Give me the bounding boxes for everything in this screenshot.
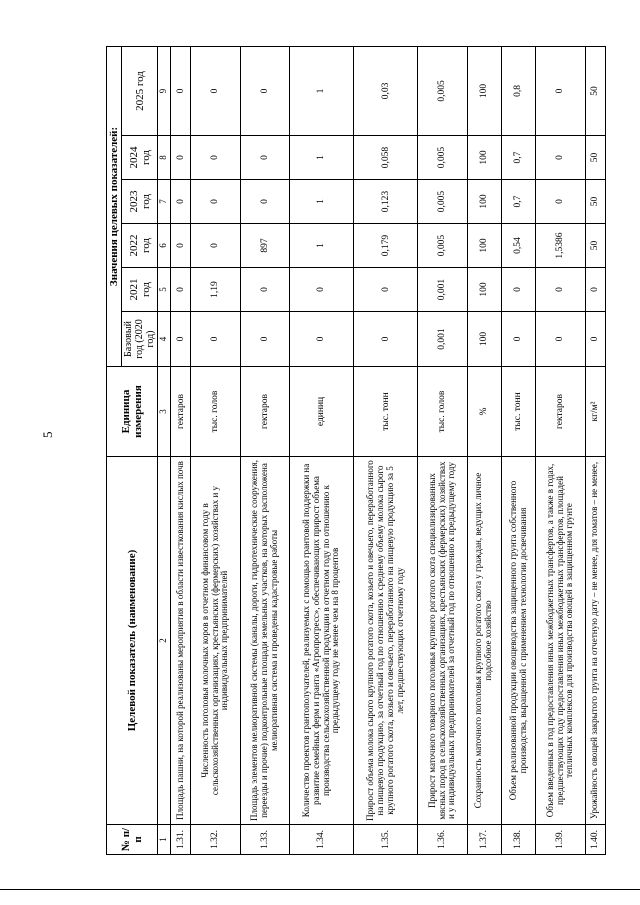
- row-number: 1.33.: [240, 825, 289, 855]
- column-number: 9: [158, 46, 171, 135]
- row-number: 1.35.: [354, 825, 418, 855]
- value-2025: 0,005: [418, 46, 467, 135]
- value-2021: 0: [354, 268, 418, 312]
- page-number: 5: [40, 431, 55, 438]
- value-2023: 0: [536, 180, 585, 224]
- value-2023: 100: [467, 180, 501, 224]
- value-2021: 0,001: [418, 268, 467, 312]
- table-row: [354, 46, 418, 854]
- value-2021: 0: [289, 268, 353, 312]
- value-2022: 100: [467, 224, 501, 268]
- value-2022: 0,179: [354, 224, 418, 268]
- unit-cell: тыс. голов: [418, 367, 467, 457]
- value-2024: 0,7: [501, 136, 535, 180]
- base-value: 100: [467, 312, 501, 367]
- value-2024: 100: [467, 136, 501, 180]
- value-2024: 0,005: [418, 136, 467, 180]
- value-2023: 0,7: [501, 180, 535, 224]
- header-year-2021: 2021 год: [122, 268, 158, 312]
- value-2023: 0: [191, 180, 240, 224]
- unit-cell: гектаров: [536, 367, 585, 457]
- row-number: 1.32.: [191, 825, 240, 855]
- value-2021: 0: [536, 268, 585, 312]
- table-row: [418, 46, 467, 854]
- value-2021: 1,19: [191, 268, 240, 312]
- rotated-table-wrapper: [106, 47, 606, 855]
- value-2024: 1: [289, 136, 353, 180]
- column-number-row: [158, 46, 171, 854]
- value-2022: 0: [171, 224, 191, 268]
- value-2022: 1,5386: [536, 224, 585, 268]
- value-2024: 0: [171, 136, 191, 180]
- value-2023: 1: [289, 180, 353, 224]
- value-2025: 1: [289, 46, 353, 135]
- indicator-name: Прирост объема молока сырого крупного рогатого скота, козьего и овечьего, переработанного на пищевую продукцию, за отчетный год по отношению к среднему объему молока сырого крупного рогатого скота, козьего и овечьего, переработанного на пищевую продукцию за 5 лет, предшествующих отчетному году: [354, 457, 418, 825]
- header-year-2023: 2023 год: [122, 180, 158, 224]
- unit-cell: тыс. тонн: [354, 367, 418, 457]
- row-number: 1.39.: [536, 825, 585, 855]
- column-number: 7: [158, 180, 171, 224]
- value-2025: 0: [240, 46, 289, 135]
- value-2022: 897: [240, 224, 289, 268]
- value-2021: 0: [501, 268, 535, 312]
- row-number: 1.34.: [289, 825, 353, 855]
- table-row: [171, 46, 191, 854]
- unit-cell: %: [467, 367, 501, 457]
- table-row: [501, 46, 535, 854]
- value-2023: 0,123: [354, 180, 418, 224]
- base-value: 0: [354, 312, 418, 367]
- value-2025: 0: [171, 46, 191, 135]
- indicator-name: Площадь пашни, на которой реализованы мероприятия в области известкования кислых почв: [171, 457, 191, 825]
- base-value: 0: [289, 312, 353, 367]
- indicator-name: Количество проектов грантополучателей, реализуемых с помощью грантовой поддержки на развитие семейных ферм и гранта «Агропрогресс», обеспечивающих прирост объема производства сельскохозяйственной продукции в отчетном году по отношению к предыдущему году не менее чем на 8 процентов: [289, 457, 353, 825]
- base-value: 0: [501, 312, 535, 367]
- base-value: 0: [240, 312, 289, 367]
- table-row: [191, 46, 240, 854]
- indicator-name: Численность поголовья молочных коров в отчетном финансовом году в сельскохозяйственных организациях, крестьянских (фермерских) хозяйствах и у индивидуальных предпринимателей: [191, 457, 240, 825]
- column-number: 5: [158, 268, 171, 312]
- table-row: [467, 46, 501, 854]
- table-row: [240, 46, 289, 854]
- row-number: 1.38.: [501, 825, 535, 855]
- row-number: 1.31.: [171, 825, 191, 855]
- value-2021: 100: [467, 268, 501, 312]
- indicator-name: Урожайность овощей закрытого грунта на отчетную дату – не менее, для томатов – не менее,: [585, 457, 605, 825]
- unit-cell: кг/м²: [585, 367, 605, 457]
- value-2023: 50: [585, 180, 605, 224]
- base-value: 0: [191, 312, 240, 367]
- value-2023: 0: [240, 180, 289, 224]
- value-2024: 50: [585, 136, 605, 180]
- value-2025: 50: [585, 46, 605, 135]
- header-year-2025: 2025 год: [122, 46, 158, 135]
- table-row: [289, 46, 353, 854]
- value-2025: 0: [536, 46, 585, 135]
- value-2025: 0,8: [501, 46, 535, 135]
- column-number: 1: [158, 825, 171, 855]
- base-value: 0: [585, 312, 605, 367]
- row-number: 1.37.: [467, 825, 501, 855]
- header-values-group: Значения целевых показателей:: [107, 46, 122, 366]
- column-number: 4: [158, 312, 171, 367]
- base-value: 0: [171, 312, 191, 367]
- value-2022: 0,005: [418, 224, 467, 268]
- indicator-name: Прирост маточного товарного поголовья крупного рогатого скота специализированных мясных пород в сельскохозяйственных организациях, крестьянских (фермерских) хозяйствах и у индивидуальных предпринимателей за отчетный год по отношению к предыдущему году: [418, 457, 467, 825]
- value-2025: 100: [467, 46, 501, 135]
- value-2025: 0,03: [354, 46, 418, 135]
- indicator-name: Площадь элементов мелиоративной системы (каналы, дороги, гидротехнические сооружения, переезды и прочие) подконтрольные площади земельных участков, на которых расположена мелиоративная система и проведены кадастровые работы: [240, 457, 289, 825]
- value-2021: 0: [171, 268, 191, 312]
- target-indicators-table: [106, 46, 606, 855]
- indicator-name: Объем реализованной продукции овощеводства защищенного грунта собственного производства, выращенной с применением технологии досвечивания: [501, 457, 535, 825]
- page-bottom-rule: [0, 889, 640, 890]
- table-row: [536, 46, 585, 854]
- indicator-name: Сохранность маточного поголовья крупного рогатого скота у граждан, ведущих личное подсобное хозяйство: [467, 457, 501, 825]
- header-base-year: Базовый год (2020 год): [122, 312, 158, 367]
- unit-cell: гектаров: [240, 367, 289, 457]
- row-number: 1.40.: [585, 825, 605, 855]
- value-2022: 50: [585, 224, 605, 268]
- header-year-2022: 2022 год: [122, 224, 158, 268]
- value-2024: 0: [191, 136, 240, 180]
- value-2024: 0,058: [354, 136, 418, 180]
- unit-cell: тыс. голов: [191, 367, 240, 457]
- base-value: 0: [536, 312, 585, 367]
- value-2022: 1: [289, 224, 353, 268]
- value-2022: 0,54: [501, 224, 535, 268]
- value-2021: 0: [240, 268, 289, 312]
- value-2023: 0,005: [418, 180, 467, 224]
- table-row: [585, 46, 605, 854]
- value-2025: 0: [191, 46, 240, 135]
- value-2022: 0: [191, 224, 240, 268]
- header-unit: Единица измерения: [107, 367, 158, 457]
- value-2024: 0: [536, 136, 585, 180]
- unit-cell: тыс. тонн: [501, 367, 535, 457]
- column-number: 8: [158, 136, 171, 180]
- unit-cell: гектаров: [171, 367, 191, 457]
- unit-cell: единиц: [289, 367, 353, 457]
- column-number: 3: [158, 367, 171, 457]
- indicator-name: Объем введенных в год предоставления иных межбюджетных трансфертов, а также в годах, предшествующих году предоставления иных межбюджетных трансфертов, площадей тепличных комплексов для производства овощей в защищенном грунте: [536, 457, 585, 825]
- column-number: 6: [158, 224, 171, 268]
- value-2021: 0: [585, 268, 605, 312]
- header-num: № п/п: [107, 825, 158, 855]
- header-indicator: Целевой показатель (наименование): [107, 457, 158, 825]
- header-year-2024: 2024 год: [122, 136, 158, 180]
- value-2024: 0: [240, 136, 289, 180]
- value-2023: 0: [171, 180, 191, 224]
- column-number: 2: [158, 457, 171, 825]
- base-value: 0,001: [418, 312, 467, 367]
- row-number: 1.36.: [418, 825, 467, 855]
